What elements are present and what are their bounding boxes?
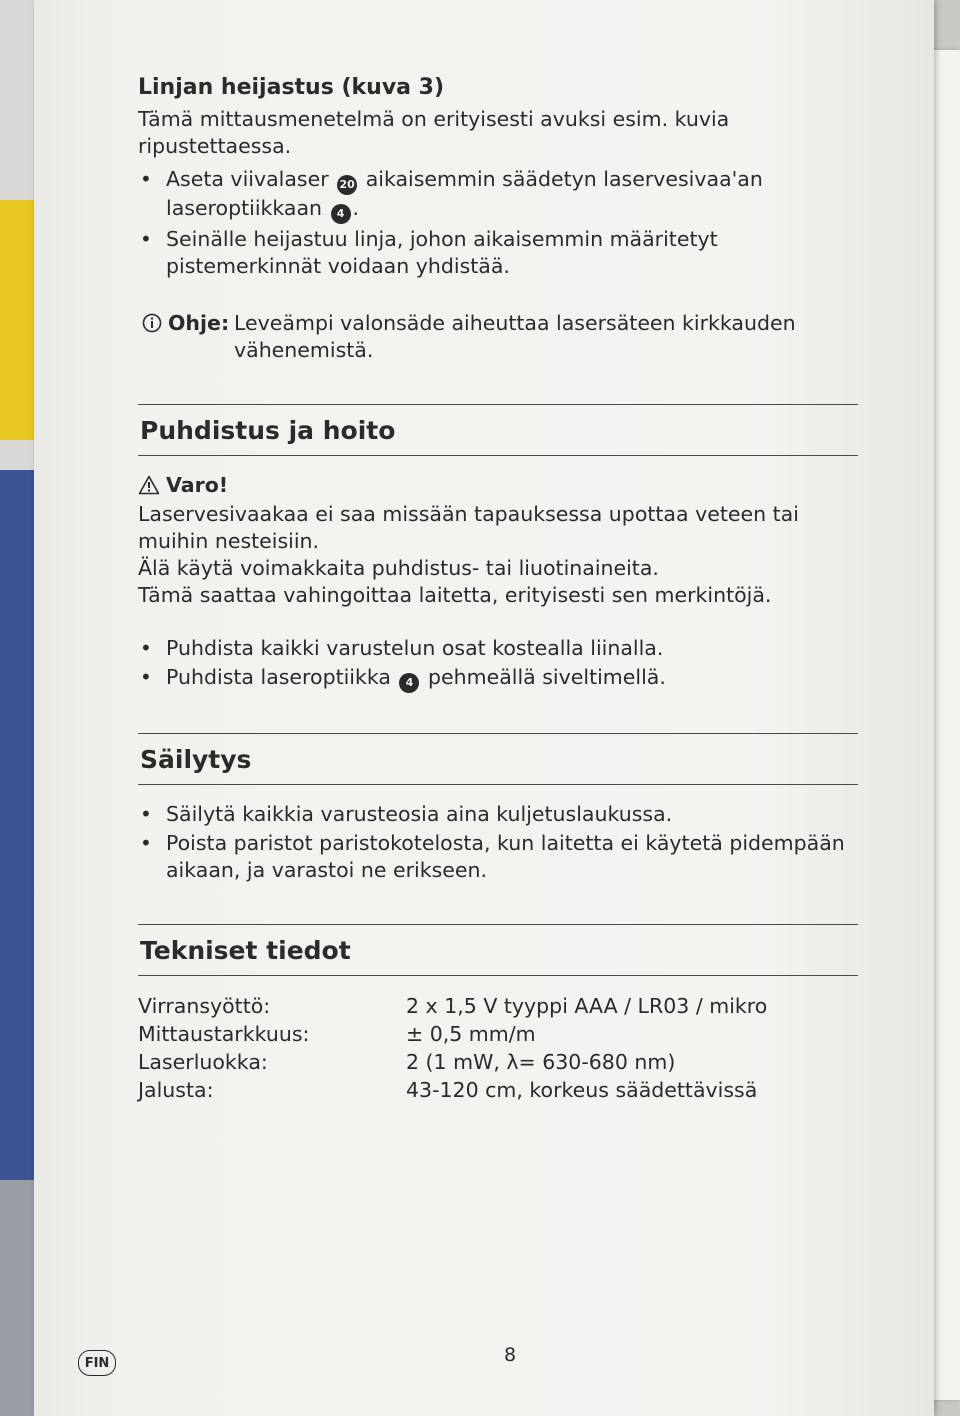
marker-4-icon: 4 <box>399 673 419 693</box>
cleaning-paragraph: Laservesivaakaa ei saa missään tapauksessa upottaa veteen tai muihin nesteisiin. <box>138 502 799 553</box>
specs-section <box>138 924 868 1104</box>
storage-list <box>138 801 868 884</box>
page-number: 8 <box>504 1344 517 1366</box>
spec-key: Laserluokka: <box>138 1050 268 1074</box>
reflection-list <box>138 166 868 280</box>
note <box>138 310 868 364</box>
list-item: • Aseta viivalaser 20 aikaisemmin säädetyn laservesivaa'an laseroptiikkaan 4 . <box>138 166 868 224</box>
marker-4-icon: 4 <box>331 204 351 224</box>
spec-value: 2 x 1,5 V tyyppi AAA / LR03 / mikro <box>406 994 768 1018</box>
note-label: Ohje: <box>168 311 230 335</box>
cleaning-paragraph: Älä käytä voimakkaita puhdistus- tai liuotinaineita. <box>138 556 659 580</box>
storage-section <box>138 733 868 884</box>
cleaning-paragraph: Tämä saattaa vahingoittaa laitetta, erityisesti sen merkintöjä. <box>138 583 772 607</box>
cleaning-list <box>138 635 868 693</box>
specs-table <box>138 992 868 1104</box>
list-item: • Puhdista laseroptiikka 4 pehmeällä siveltimellä. <box>138 664 868 693</box>
manual-page <box>34 0 934 1416</box>
divider <box>138 455 858 456</box>
note-text: Leveämpi valonsäde aiheuttaa lasersäteen kirkkauden vähenemistä. <box>234 311 796 362</box>
spec-value: ± 0,5 mm/m <box>406 1022 536 1046</box>
list-item: • Poista paristot paristokotelosta, kun laitetta ei käytetä pidempään aikaan, ja varastoi ne erikseen. <box>138 830 868 884</box>
page-content <box>138 74 868 1104</box>
spec-key: Mittaustarkkuus: <box>138 1022 310 1046</box>
spec-key: Virransyöttö: <box>138 994 271 1018</box>
spec-key: Jalusta: <box>138 1078 214 1102</box>
spec-row <box>138 1048 868 1076</box>
divider <box>138 784 858 785</box>
list-item: • Puhdista kaikki varustelun osat kostealla liinalla. <box>138 635 868 662</box>
reflection-title: Linjan heijastus (kuva 3) <box>138 75 445 100</box>
spec-row <box>138 1076 868 1104</box>
warning-label: Varo! <box>166 473 229 497</box>
cleaning-section <box>138 404 868 693</box>
spec-row <box>138 1020 868 1048</box>
specs-title: Tekniset tiedot <box>140 936 351 965</box>
divider <box>138 975 858 976</box>
next-page-edge <box>932 50 960 1400</box>
list-item: • Seinälle heijastuu linja, johon aikaisemmin määritetyt pistemerkinnät voidaan yhdistää. <box>138 226 868 280</box>
list-item: • Säilytä kaikkia varusteosia aina kuljetuslaukussa. <box>138 801 868 828</box>
divider <box>138 924 858 925</box>
spec-value: 43-120 cm, korkeus säädettävissä <box>406 1078 758 1102</box>
warning <box>138 472 868 499</box>
cleaning-title: Puhdistus ja hoito <box>140 416 396 445</box>
divider <box>138 404 858 405</box>
language-badge: FIN <box>78 1350 116 1376</box>
spec-row <box>138 992 868 1020</box>
marker-20-icon: 20 <box>337 175 357 195</box>
reflection-intro: Tämä mittausmenetelmä on erityisesti avuksi esim. kuvia ripustettaessa. <box>138 107 730 158</box>
storage-title: Säilytys <box>140 745 252 774</box>
divider <box>138 733 858 734</box>
info-circle-icon <box>142 310 162 337</box>
reflection-block <box>138 74 868 364</box>
warning-triangle-icon <box>138 472 160 499</box>
spec-value: 2 (1 mW, λ= 630-680 nm) <box>406 1050 676 1074</box>
